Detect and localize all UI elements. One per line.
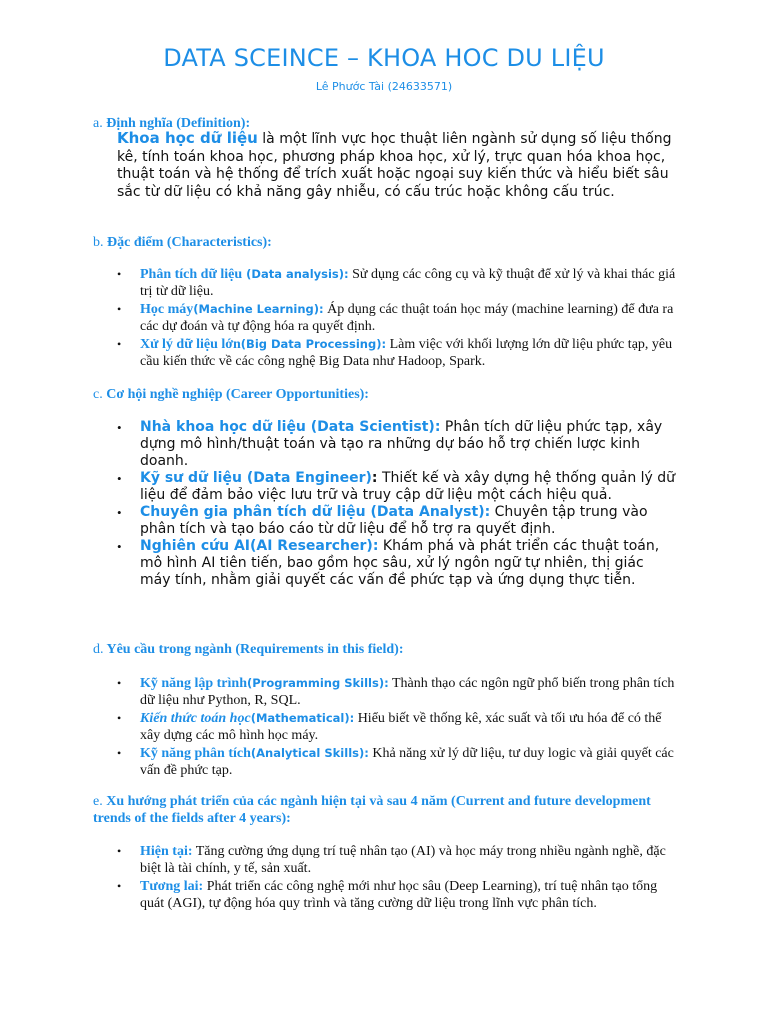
list-item [117,745,677,779]
section-letter: d. [93,642,104,657]
item-label: Kiến thức toán học [140,711,251,726]
item-text: Chuyên tập trung vào phân tích và tạo báo cáo từ dữ liệu để hỗ trợ ra quyết định. [140,504,648,537]
section-title: Xu hướng phát triển của các ngành hiện tại và sau 4 năm (Current and future development trends of the fields after 4 years): [93,794,651,826]
section-b-heading [93,234,693,251]
bullet-icon: • [117,420,122,435]
item-label-en: (Analytical Skills): [250,746,369,760]
item-text: Làm việc với khối lượng lớn dữ liệu phức tạp, yêu cầu kiến thức về các công nghệ Big Data như Hadoop, Spark. [140,337,673,369]
bullet-icon: • [117,746,122,760]
definition-term: Khoa học dữ liệu [117,129,258,147]
bullet-icon: • [117,676,122,690]
item-label: Nhà khoa học dữ liệu (Data Scientist): [140,419,441,435]
section-e-heading [93,793,663,827]
section-title: Cơ hội nghề nghiệp (Career Opportunities): [106,387,369,402]
item-label-en: (Big Data Processing): [240,337,387,351]
section-title: Yêu cầu trong ngành (Requirements in this field): [106,642,404,657]
requirements-list [117,675,677,780]
document-author: Lê Phước Tài (24633571) [315,80,453,93]
characteristics-list [117,266,677,371]
bullet-icon: • [117,267,122,281]
list-item [117,878,677,912]
item-label: Kỹ năng lập trình [140,676,247,691]
list-item [117,843,677,877]
item-text: Hiểu biết về thống kê, xác suất và tối ưu hóa để có thể xây dựng các mô hình học máy. [140,711,662,743]
item-text: Phát triển các công nghệ mới như học sâu (Deep Learning), trí tuệ nhân tạo tổng quát (AGI), tự động hóa quy trình và tăng cường dữ liệu trong lĩnh vực phân tích. [140,879,658,911]
section-d-heading [93,641,693,658]
bullet-icon: • [117,505,122,520]
item-text: Phân tích dữ liệu phức tạp, xây dựng mô hình/thuật toán và tạo ra những dự báo hỗ trợ chiến lược kinh doanh. [140,419,663,469]
list-item [117,470,677,504]
bullet-icon: • [117,879,122,893]
section-title: Định nghĩa (Definition): [106,116,251,131]
bullet-icon: • [117,711,122,725]
trends-list [117,843,677,913]
item-label: Hiện tại: [140,844,193,859]
item-label-en: (Data analysis): [242,267,349,281]
list-item [117,710,677,744]
item-label: Học máy [140,302,194,317]
item-text: Khám phá và phát triển các thuật toán, mô hình AI tiên tiến, bao gồm học sâu, xử lý ngôn ngữ tự nhiên, thị giác máy tính, nhằm giải quyết các vấn đề phức tạp và ứng dụng thực tiễn. [140,538,660,588]
list-item [117,301,677,335]
item-text: Sử dụng các công cụ và kỹ thuật để xử lý và khai thác giá trị từ dữ liệu. [140,267,676,299]
bullet-icon: • [117,337,122,351]
section-letter: a. [93,116,103,131]
list-item [117,504,677,538]
section-c-heading [93,386,693,403]
document-title: DATA SCEINCE – KHOA HOC DU LIỆU [163,44,605,72]
item-label-en: (Mathematical): [250,711,355,725]
item-label: Xử lý dữ liệu lớn [140,337,241,352]
bullet-icon: • [117,844,122,858]
item-label-en: (Programming Skills): [246,676,389,690]
item-label: Chuyên gia phân tích dữ liệu (Data Analyst): [140,504,491,520]
list-item [117,675,677,709]
list-item [117,266,677,300]
list-item [117,419,677,470]
section-letter: e. [93,794,103,809]
section-letter: b. [93,235,104,250]
definition-paragraph [117,130,677,201]
bullet-icon: • [117,539,122,554]
bullet-icon: • [117,302,122,316]
definition-text: là một lĩnh vực học thuật liên ngành sử dụng số liệu thống kê, tính toán khoa học, phương pháp khoa học, xử lý, trực quan hóa khoa học, thuật toán và hệ thống để trích xuất hoặc ngoại suy kiến thức và hiểu biết sâu sắc từ dữ liệu có khả năng gây nhiễu, có cấu trúc hoặc không cấu trúc. [117,131,672,200]
career-list [117,419,677,589]
item-text: Khả năng xử lý dữ liệu, tư duy logic và giải quyết các vấn đề phức tạp. [140,746,674,778]
item-label: Tương lai: [140,879,204,894]
item-colon: : [371,470,378,486]
item-label: Nghiên cứu AI(AI Researcher): [140,538,379,554]
item-label: Kỹ sư dữ liệu (Data Engineer) [140,470,372,486]
bullet-icon: • [117,471,122,486]
item-text: Áp dụng các thuật toán học máy (machine learning) để đưa ra các dự đoán và tự động hóa ra quyết định. [140,302,674,334]
item-label-en: (Machine Learning): [193,302,324,316]
list-item [117,336,677,370]
item-text: Tăng cường ứng dụng trí tuệ nhân tạo (AI) và học máy trong nhiều ngành nghề, đặc biệt là tài chính, y tế, sản xuất. [140,844,666,876]
section-title: Đặc điểm (Characteristics): [107,235,272,250]
item-label: Kỹ năng phân tích [140,746,251,761]
item-label: Phân tích dữ liệu [140,267,243,282]
list-item [117,538,677,589]
item-text: Thiết kế và xây dựng hệ thống quản lý dữ liệu để đảm bảo việc lưu trữ và truy cập dữ liệu một cách hiệu quả. [140,470,676,503]
item-text: Thành thạo các ngôn ngữ phổ biến trong phân tích dữ liệu như Python, R, SQL. [140,676,675,708]
section-letter: c. [93,387,103,402]
